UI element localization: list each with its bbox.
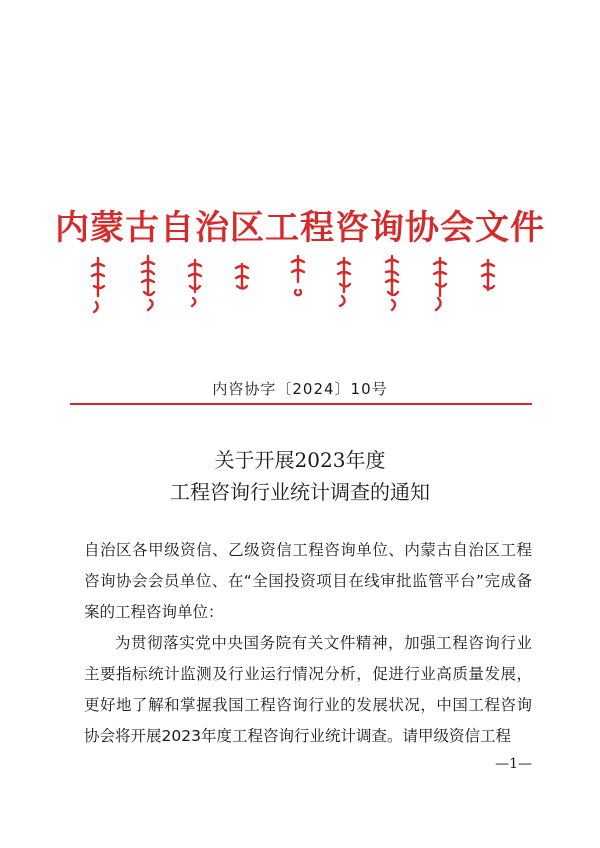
body-paragraph-1: 为贯彻落实党中央国务院有关文件精神，加强工程咨询行业主要指标统计监测及行业运行情况分析，促进行业高质量发展，更好地了解和掌握我国工程咨询行业的发展状况，中国工程咨询协会将开展2023年度工程咨询行业统计调查。请甲级资信工程: [84, 634, 532, 745]
salutation-paragraph: 自治区各甲级资信、乙级资信工程咨询单位、内蒙古自治区工程咨询协会会员单位、在“全国投资项目在线审批监管平台”完成备案的工程咨询单位：: [84, 541, 532, 621]
notice-title-line-1: 关于开展2023年度: [214, 448, 386, 472]
mongolian-script-title: [70, 252, 530, 314]
page-number: —1—: [495, 756, 532, 772]
document-number: 内咨协字〔2024〕10号: [212, 380, 388, 398]
red-divider-line: [70, 403, 532, 405]
notice-title-line-2: 工程咨询行业统计调查的通知: [170, 480, 430, 504]
notice-body: [84, 535, 532, 752]
document-header-title: 内蒙古自治区工程咨询协会文件: [55, 208, 545, 248]
